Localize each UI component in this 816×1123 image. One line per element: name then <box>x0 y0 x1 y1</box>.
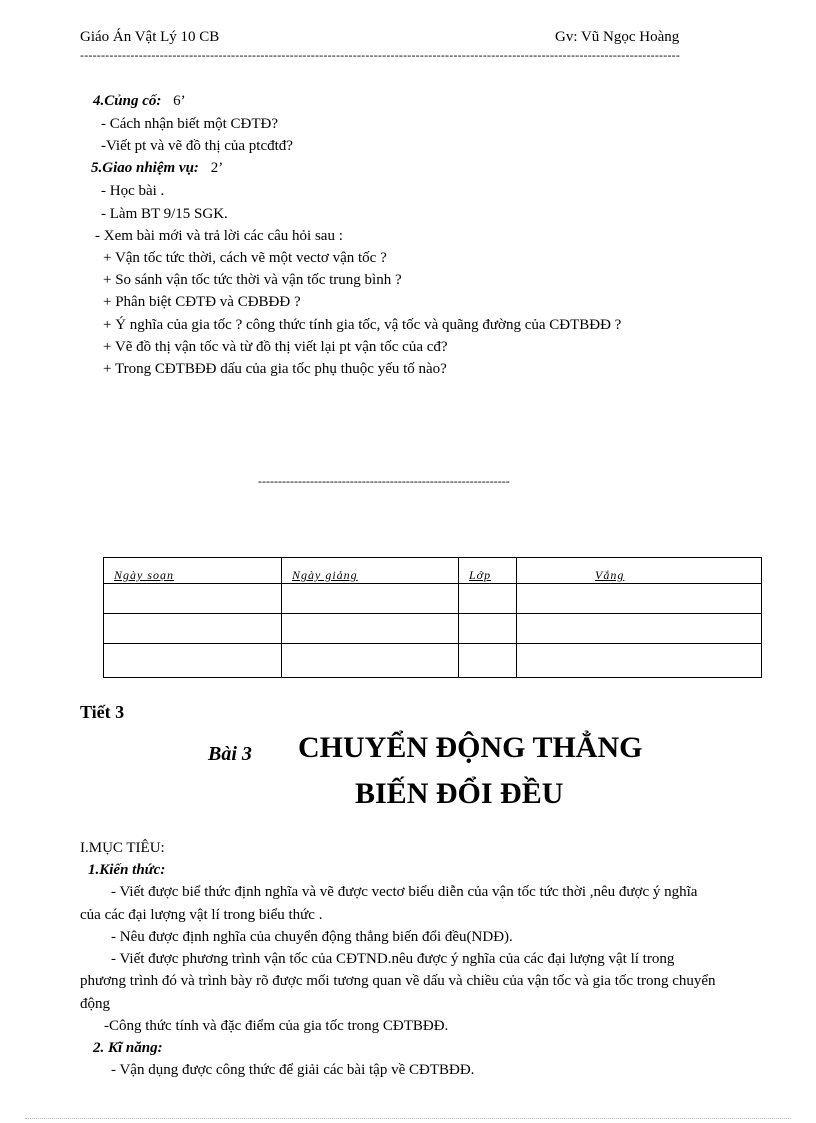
header-vang: Vắng <box>517 558 762 584</box>
knowledge-item: - Viết được phương trình vận tốc của CĐTND.nêu được ý nghĩa của các đại lượng vật lí trong <box>111 951 675 967</box>
skills-title: 2. Kĩ năng: <box>93 1040 163 1056</box>
table-row <box>104 584 762 614</box>
table-cell <box>459 584 517 614</box>
assignment-question: + So sánh vận tốc tức thời và vận tốc trung bình ? <box>103 272 402 288</box>
header-lop: Lớp <box>459 558 517 584</box>
assignment-heading <box>91 160 223 177</box>
objectives-heading: I.MỤC TIÊU: <box>80 840 165 856</box>
assignment-title: 5.Giao nhiệm vụ: <box>91 160 199 176</box>
knowledge-item: của các đại lượng vật lí trong biểu thức . <box>80 907 323 923</box>
assignment-question: + Vẽ đồ thị vận tốc và từ đồ thị viết lại pt vận tốc của cđ? <box>103 339 448 355</box>
knowledge-title: 1.Kiến thức: <box>88 862 166 878</box>
lesson-number: Bài 3 <box>208 743 252 765</box>
attendance-table <box>103 557 762 678</box>
knowledge-item: động <box>80 996 110 1012</box>
table-cell <box>517 614 762 644</box>
assignment-item: - Học bài . <box>101 183 165 199</box>
consolidation-heading <box>93 93 186 110</box>
table-cell <box>104 614 282 644</box>
table-cell <box>517 644 762 678</box>
table-cell <box>517 584 762 614</box>
skills-item: - Vận dụng được công thức để giải các bài tập về CĐTBĐĐ. <box>111 1062 475 1078</box>
table-header-row <box>104 558 762 584</box>
assignment-question: + Trong CĐTBĐĐ dấu của gia tốc phụ thuộc yếu tố nào? <box>103 361 447 377</box>
consolidation-item: -Viết pt và vẽ đồ thị của ptcđtđ? <box>101 138 293 154</box>
table-cell <box>104 584 282 614</box>
header-ngay-giang: Ngày giảng <box>282 558 459 584</box>
assignment-item: - Xem bài mới và trả lời các câu hỏi sau : <box>95 228 343 244</box>
assignment-time: 2’ <box>210 160 224 176</box>
knowledge-item: - Nêu được định nghĩa của chuyển động thẳng biến đổi đều(NDĐ). <box>111 929 513 945</box>
header-rule: ----------------------------------------------------------------------------------------------------------------------------------------------- <box>80 48 681 62</box>
assignment-question: + Vận tốc tức thời, cách vẽ một vectơ vận tốc ? <box>103 250 387 266</box>
table-cell <box>282 584 459 614</box>
assignment-question: + Ý nghĩa của gia tốc ? công thức tính gia tốc, vậ tốc và quãng đường của CĐTBĐĐ ? <box>103 317 622 333</box>
lesson-title-line2: BIẾN ĐỔI ĐỀU <box>355 777 564 810</box>
table-cell <box>459 614 517 644</box>
consolidation-item: - Cách nhận biết một CĐTĐ? <box>101 116 279 132</box>
consolidation-title: 4.Củng cố: <box>93 93 162 109</box>
table-row <box>104 614 762 644</box>
header-teacher: Gv: Vũ Ngọc Hoàng <box>555 29 680 45</box>
assignment-question: + Phân biệt CĐTĐ và CĐBĐĐ ? <box>103 294 301 310</box>
knowledge-item: -Công thức tính và đặc điểm của gia tốc trong CĐTBĐĐ. <box>104 1018 449 1034</box>
table-cell <box>282 644 459 678</box>
header-subject: Giáo Án Vật Lý 10 CB <box>80 29 220 45</box>
period-label: Tiết 3 <box>80 702 125 722</box>
table-cell <box>282 614 459 644</box>
knowledge-item: - Viết được biể thức định nghĩa và vẽ được vectơ biểu diễn của vận tốc tức thời ,nêu được ý nghĩa <box>111 884 698 900</box>
page-bottom-border <box>25 1118 791 1119</box>
table-cell <box>104 644 282 678</box>
table-row <box>104 644 762 678</box>
assignment-item: - Làm BT 9/15 SGK. <box>101 206 228 222</box>
knowledge-item: phương trình đó và trình bày rõ được mối tương quan về dấu và chiều của vận tốc và gia tốc trong chuyển <box>80 973 716 989</box>
lesson-title-line1: CHUYỂN ĐỘNG THẲNG <box>298 731 643 764</box>
section-separator: --------------------------------------------------------------- <box>258 474 510 488</box>
table-cell <box>459 644 517 678</box>
header-ngay-soan: Ngày soạn <box>104 558 282 584</box>
consolidation-time: 6’ <box>173 93 186 109</box>
